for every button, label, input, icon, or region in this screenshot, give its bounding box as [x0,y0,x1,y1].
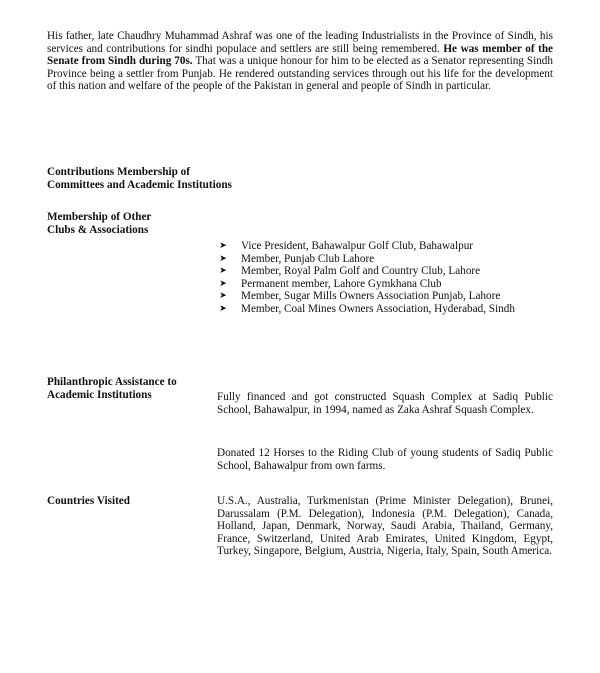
membership-heading [47,211,151,236]
intro-paragraph [47,30,553,93]
arrowhead-bullet-icon: ➤ [219,266,227,277]
countries-visited-paragraph: U.S.A., Australia, Turkmenistan (Prime Minister Delegation), Brunei, Darussalam (P.M. Delegation), Indonesia (P.M. Delegation), Canada, Holland, Japan, Denmark, Norway, Saudi Arabia, Thailand, Germany, France, Switzerland, United Arab Emirates, United Kingdom, Egypt, Turkey, Singapore, Belgium, Austria, Nigeria, Italy, Spain, South America. [217,495,553,558]
membership-heading-line1: Membership of Other [47,211,152,223]
contributions-heading-line1: Contributions Membership of [47,166,190,178]
list-item: ➤ Member, Punjab Club Lahore [217,253,553,266]
arrowhead-bullet-icon: ➤ [219,278,227,289]
philanthropic-heading-line2: Academic Institutions [47,388,152,401]
horses-donation-paragraph: Donated 12 Horses to the Riding Club of young students of Sadiq Public School, Bahawalpur from own farms. [217,447,553,472]
contributions-heading [47,166,232,191]
arrowhead-bullet-icon: ➤ [219,241,227,251]
membership-list [217,240,553,316]
contributions-heading-line2: Committees and Academic Institutions [47,178,232,191]
list-item: ➤ Member, Coal Mines Owners Association, Hyderabad, Sindh [217,303,553,316]
list-item: ➤ Member, Royal Palm Golf and Country Club, Lahore [217,265,553,278]
list-item: ➤ Vice President, Bahawalpur Golf Club, Bahawalpur [217,240,553,253]
squash-complex-paragraph: Fully financed and got constructed Squash Complex at Sadiq Public School, Bahawalpur, in 1994, named as Zaka Ashraf Squash Complex. [217,391,553,416]
philanthropic-heading-line1: Philanthropic Assistance to [47,376,177,388]
arrowhead-bullet-icon: ➤ [219,291,227,302]
philanthropic-heading [47,376,177,401]
membership-heading-line2: Clubs & Associations [47,223,149,236]
list-item: ➤ Member, Sugar Mills Owners Association Punjab, Lahore [217,290,553,303]
intro-text-part1: His father, late Chaudhry Muhammad Ashraf was one of the leading Industrialists in the Province of Sindh, his services and contributions for sindhi populace and settlers are still being remembered. [47,30,553,55]
list-item: ➤ Permanent member, Lahore Gymkhana Club [217,278,553,291]
arrowhead-bullet-icon: ➤ [219,253,227,264]
intro-text-part3: That was a unique honour for him to be elected as a Senator representing Sindh Province being a settler from Punjab. He rendered outstanding services through out his life for the development of this nation and welfare of the people of the Pakistan in general and people of Sindh in particular. [47,55,553,93]
countries-heading: Countries Visited [47,495,130,507]
arrowhead-bullet-icon: ➤ [219,303,227,314]
intro-text-senate: He was member of the Senate from Sindh during 70s. [47,42,554,68]
